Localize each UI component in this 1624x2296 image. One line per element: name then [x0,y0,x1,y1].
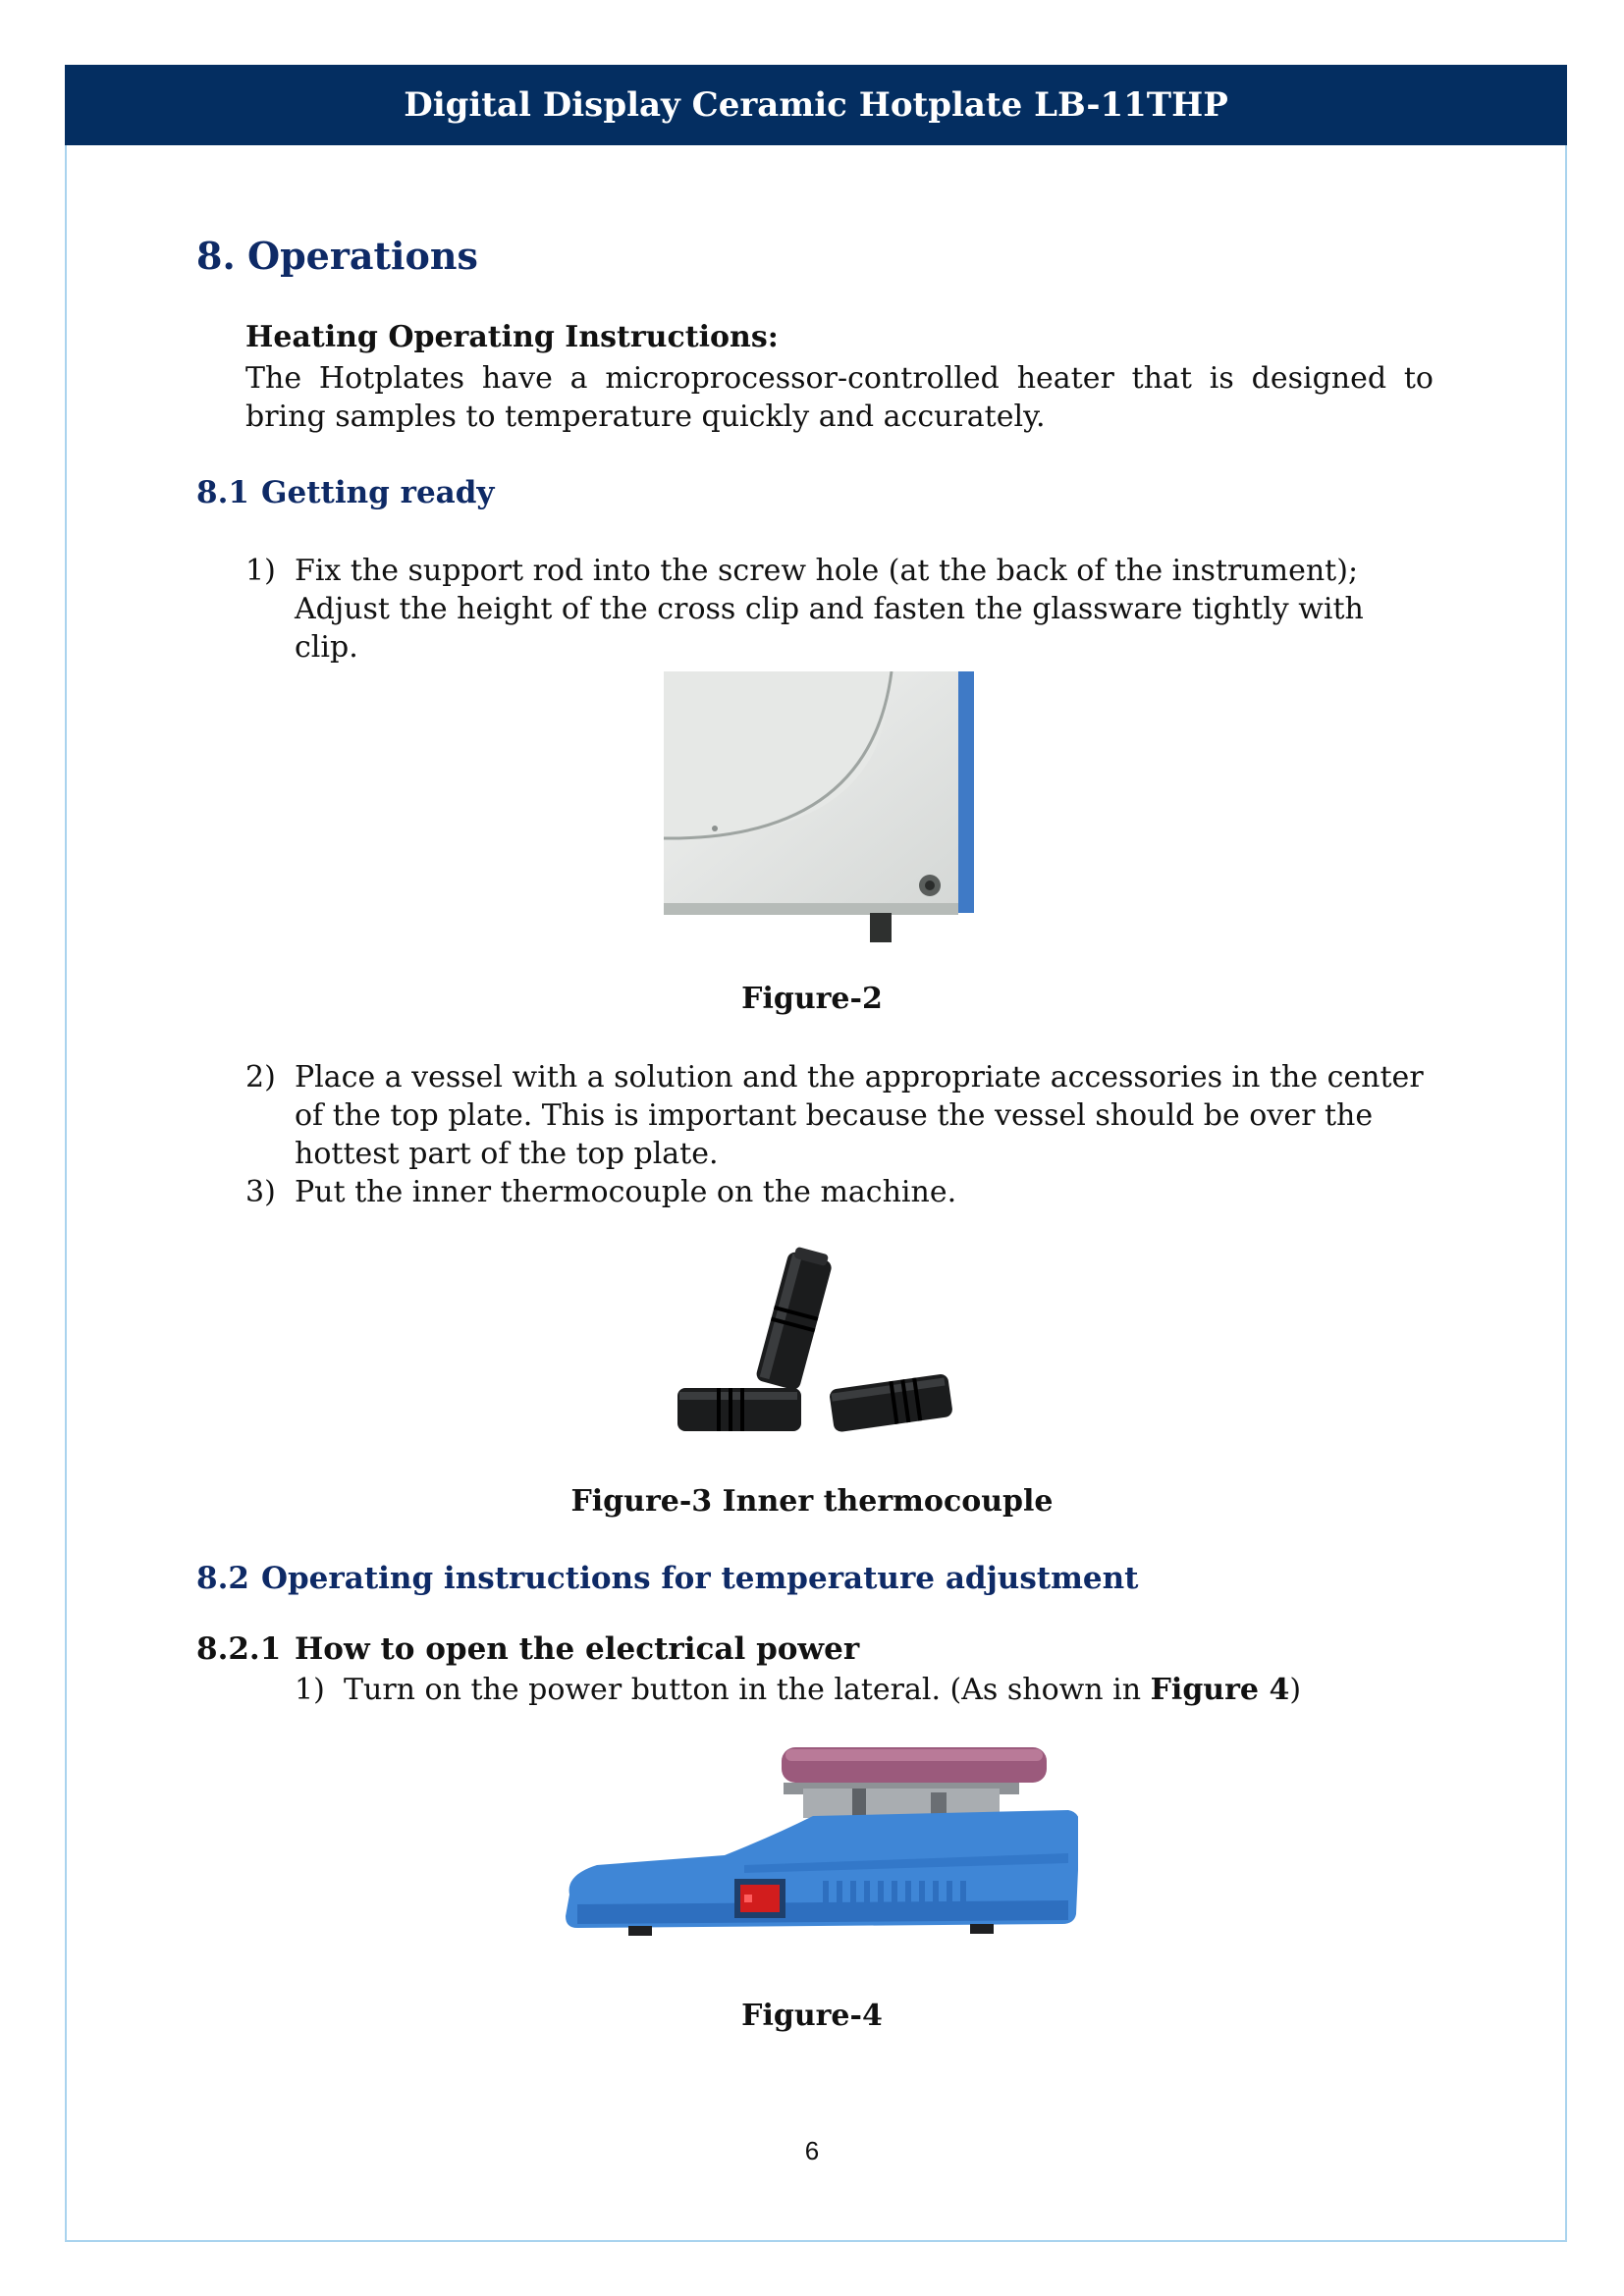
subsubsection-heading-8-2-1 [196,1631,859,1667]
list-item-number: 3) [245,1175,276,1209]
figure-2-caption: Figure-2 [741,982,883,1016]
header-title: Digital Display Ceramic Hotplate LB-11THP [404,85,1228,125]
subsection-title: Operating instructions for temperature adjustment [261,1561,1139,1596]
getting-ready-list-2 [245,1058,1434,1211]
subsection-title: Getting ready [261,475,495,510]
figure-3-image [674,1247,958,1443]
subsubsection-number: 8.2.1 [196,1631,282,1667]
figure-4-image [558,1747,1078,1957]
section-title: Operations [247,234,478,278]
list-item [245,1173,1434,1211]
subsection-number: 8.1 [196,475,249,510]
subsubsection-title: How to open the electrical power [295,1631,860,1667]
list-item [245,552,1434,667]
figure-3-caption: Figure-3 Inner thermocouple [570,1484,1054,1519]
section-heading [196,234,478,278]
heating-subtitle: Heating Operating Instructions: [245,320,779,354]
power-list [295,1671,1434,1709]
list-item-text-main: Turn on the power button in the lateral. (As shown in [344,1673,1151,1707]
heating-paragraph: The Hotplates have a microprocessor-controlled heater that is designed to bring samples to temperature quickly and accurately. [245,361,1434,434]
document-header [65,65,1567,145]
list-item-number: 1) [295,1673,325,1707]
figure-2-image [664,671,978,946]
list-item-text-end: ) [1289,1673,1302,1707]
list-item-text: Place a vessel with a solution and the appropriate accessories in the center of the top plate. This is important because the vessel should be over the hottest part of the top plate. [295,1060,1424,1171]
list-item-number: 1) [245,554,276,588]
list-item-text: Put the inner thermocouple on the machine. [295,1175,957,1209]
getting-ready-list-1 [245,552,1434,667]
list-item-number: 2) [245,1060,276,1095]
figure-4-caption: Figure-4 [741,1999,883,2033]
subsection-heading-8-1 [196,475,494,510]
page-number: 6 [804,2136,820,2165]
figure-reference: Figure 4 [1150,1673,1290,1707]
subsection-number: 8.2 [196,1561,249,1596]
list-item-text [344,1671,1434,1709]
list-item-text: Fix the support rod into the screw hole (at the back of the instrument); Adjust the height of the cross clip and fasten the glassware tightly with clip. [295,554,1364,665]
list-item [245,1058,1434,1173]
subsection-heading-8-2 [196,1561,1139,1596]
section-number: 8. [196,234,236,278]
list-item [295,1671,1434,1709]
